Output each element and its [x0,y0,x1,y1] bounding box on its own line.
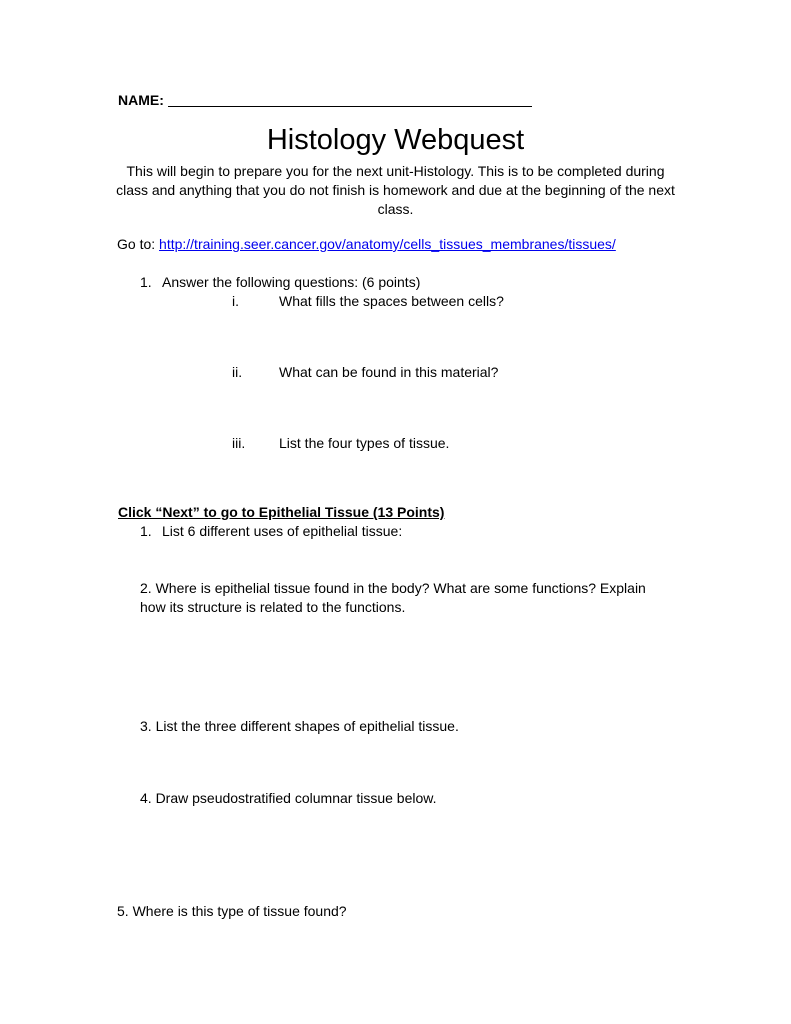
name-field-row [118,92,532,108]
subquestion-text-ii: What can be found in this material? [279,364,499,380]
page-title: Histology Webquest [266,124,525,156]
epithelial-q1-text: List 6 different uses of epithelial tissue: [162,523,403,539]
goto-line [117,236,616,252]
tissues-link[interactable]: http://training.seer.cancer.gov/anatomy/cells_tissues_membranes/tissues/ [159,236,616,252]
intro-paragraph: This will begin to prepare you for the next unit-Histology. This is to be completed during class and anything that you do not finish is homework and due at the beginning of the next class. [116,163,675,217]
epithelial-q1-number: 1. [140,523,152,539]
name-blank-line[interactable] [168,92,532,107]
subquestion-numeral-i: i. [232,293,239,309]
name-label: NAME: [118,92,164,108]
part1-number: 1. [140,274,152,290]
epithelial-q3-text: 3. List the three different shapes of epithelial tissue. [140,718,459,734]
subquestion-text-iii: List the four types of tissue. [279,435,450,451]
epithelial-q4-text: 4. Draw pseudostratified columnar tissue below. [140,790,437,806]
goto-label: Go to: [117,236,156,252]
epithelial-section-heading: Click “Next” to go to Epithelial Tissue (13 Points) [118,504,445,520]
epithelial-q2-line2: how its structure is related to the functions. [140,599,406,615]
subquestion-text-i: What fills the spaces between cells? [279,293,504,309]
epithelial-q2-line1: 2. Where is epithelial tissue found in the body? What are some functions? Explain [140,580,646,596]
subquestion-numeral-ii: ii. [232,364,243,380]
subquestion-numeral-iii: iii. [232,435,246,451]
part1-prompt: Answer the following questions: (6 points) [162,274,421,290]
epithelial-q5-text: 5. Where is this type of tissue found? [117,903,347,919]
